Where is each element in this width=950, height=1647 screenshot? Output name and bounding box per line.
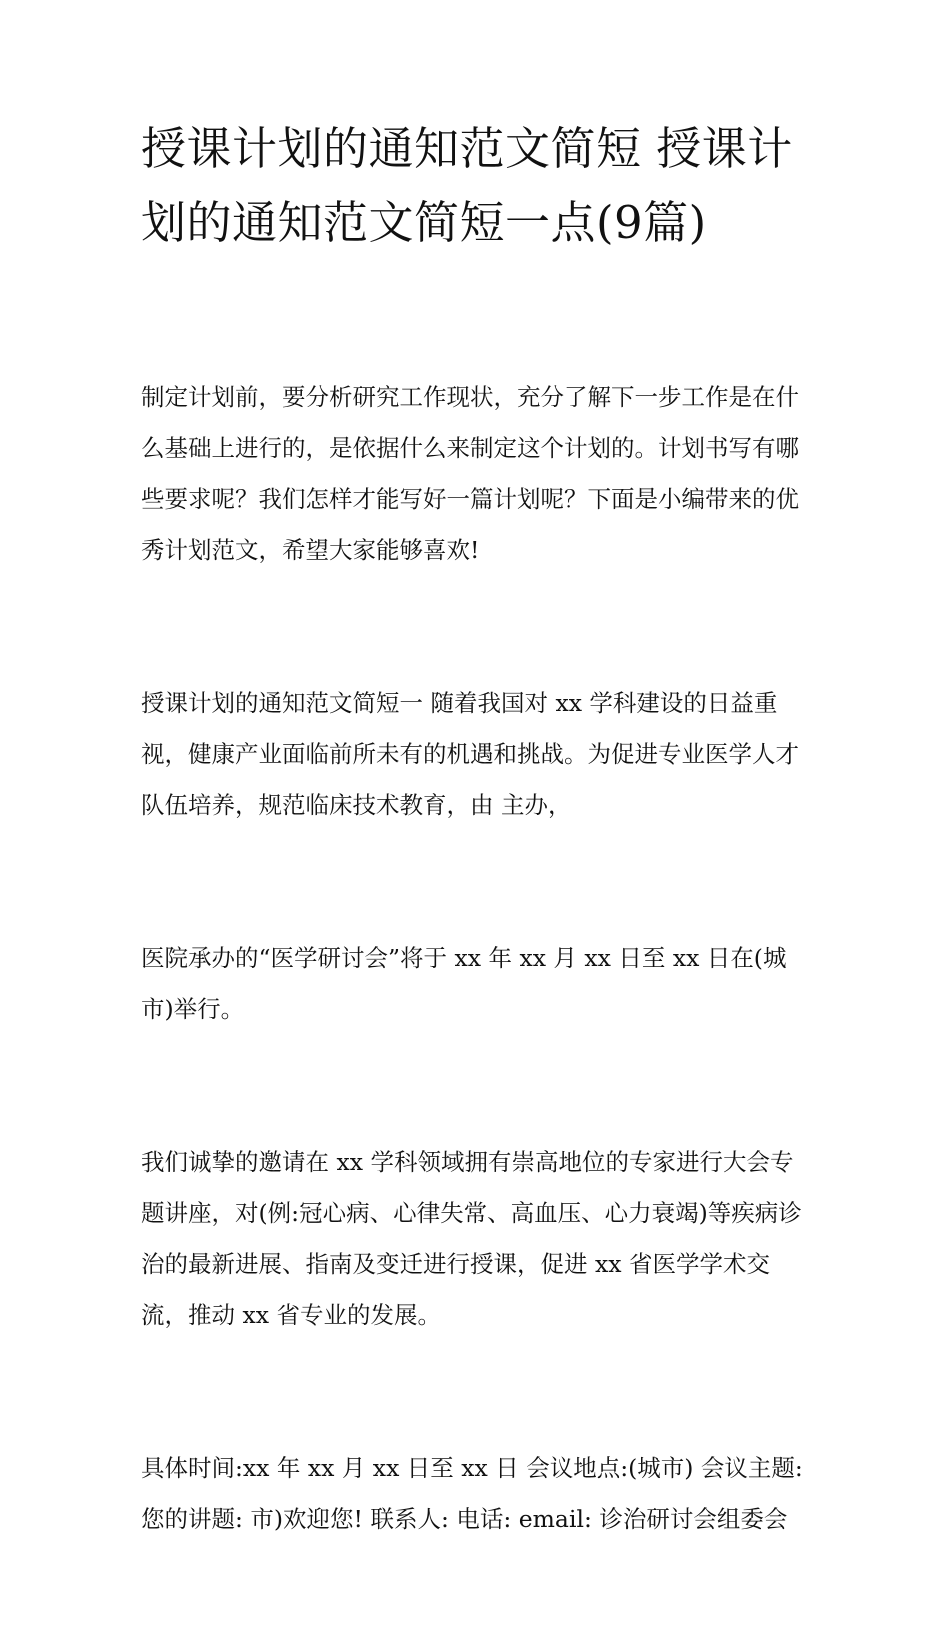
document-title: 授课计划的通知范文简短 授课计划的通知范文简短一点(9篇) xyxy=(141,122,793,249)
paragraph-hospital-host: 医院承办的“医学研讨会”将于 xx 年 xx 月 xx 日至 xx 日在(城市)举行。 xyxy=(141,944,787,1023)
paragraph-meeting-details: 具体时间:xx 年 xx 月 xx 日至 xx 日 会议地点:(城市) 会议主题: 您的讲题: 市)欢迎您! 联系人: 电话: email: 诊治研讨会组委会 xyxy=(141,1454,811,1533)
paragraph-intro: 制定计划前，要分析研究工作现状，充分了解下一步工作是在什么基础上进行的，是依据什么来制定这个计划的。计划书写有哪些要求呢？我们怎样才能写好一篇计划呢？下面是小编带来的优秀计划范文，希望大家能够喜欢! xyxy=(141,383,799,564)
paragraph-invitation: 我们诚挚的邀请在 xx 学科领域拥有崇高地位的专家进行大会专题讲座，对(例:冠心病、心律失常、高血压、心力衰竭)等疾病诊治的最新进展、指南及变迁进行授课，促进 xx 省医学学术交流，推动 xx 省专业的发展。 xyxy=(141,1148,802,1329)
document-page xyxy=(141,112,813,1647)
document-body xyxy=(141,270,813,1647)
paragraph-notice-one: 授课计划的通知范文简短一 随着我国对 xx 学科建设的日益重视，健康产业面临前所未有的机遇和挑战。为促进专业医学人才队伍培养，规范临床技术教育，由 主办， xyxy=(141,689,799,819)
